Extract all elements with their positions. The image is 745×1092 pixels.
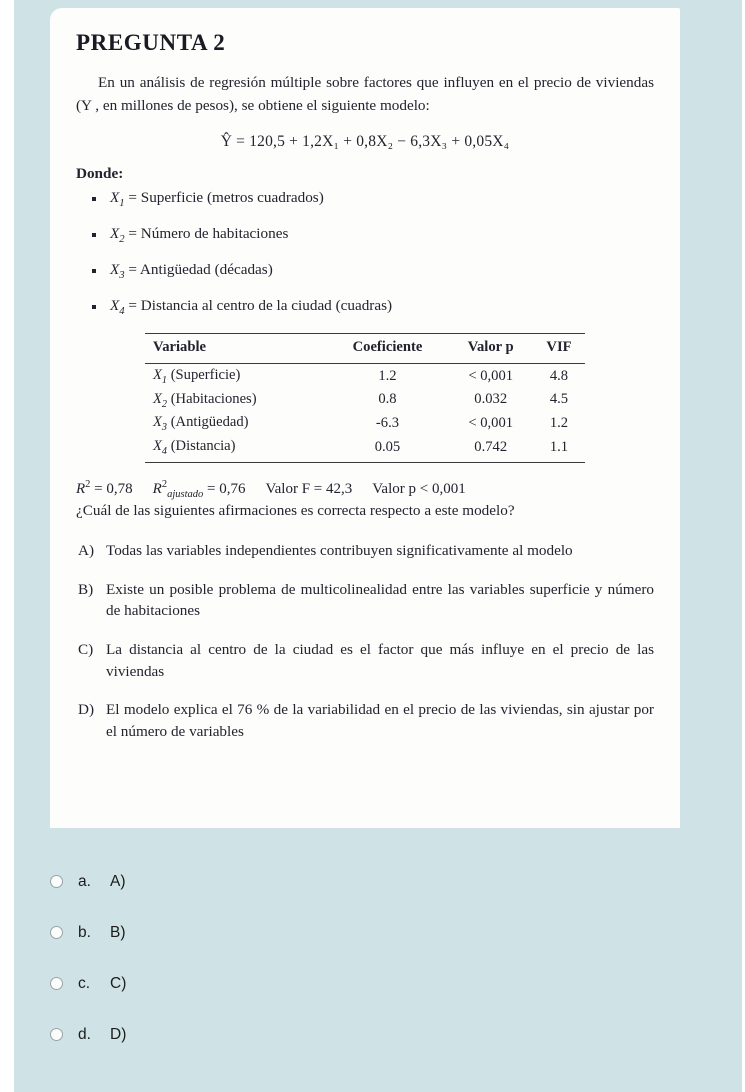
- answer-choice-d[interactable]: [50, 1009, 550, 1060]
- cell-vif: 1.1: [533, 436, 585, 463]
- variable-subscript: 2: [161, 398, 168, 410]
- variable-name: (Distancia): [170, 438, 236, 455]
- variable-name: (Antigüedad): [170, 414, 249, 431]
- cell-vif: 4.5: [549, 391, 569, 408]
- f-statistic: [265, 481, 352, 497]
- cell-vif: 4.8: [549, 367, 569, 384]
- question-card: [50, 8, 680, 828]
- r-squared-adjusted-value: = 0,76: [206, 481, 246, 498]
- option-text: Todas las variables independientes contribuyen significativamente al modelo: [106, 542, 573, 560]
- variable-symbol: X: [110, 225, 120, 243]
- table-row: [145, 364, 585, 388]
- variable-subscript: 3: [119, 270, 125, 282]
- variable-subscript: 2: [119, 234, 125, 246]
- radio-button-icon-b[interactable]: [50, 926, 63, 939]
- table-row: [145, 412, 585, 436]
- model-summary-statistics: [76, 479, 654, 500]
- variable-symbol: X: [153, 390, 162, 407]
- variable-subscript: 3: [161, 422, 168, 434]
- option-b: [76, 579, 654, 622]
- f-value: = 42,3: [313, 481, 353, 498]
- answer-choice-b[interactable]: [50, 907, 550, 958]
- r-squared-adjusted-subscript: ajustado: [167, 489, 204, 501]
- list-item: [76, 189, 654, 209]
- variable-symbol: X: [110, 189, 120, 206]
- cell-vif: 1.2: [549, 415, 569, 432]
- cell-coeficiente: 0.8: [378, 391, 397, 408]
- answer-choice-group: [50, 856, 550, 1060]
- answer-text-a: A): [110, 872, 126, 890]
- answer-options-list: [76, 540, 654, 742]
- variable-symbol: X: [153, 414, 162, 431]
- cell-valor-p: 0.032: [474, 391, 508, 408]
- option-d: [76, 699, 654, 742]
- radio-button-icon-d[interactable]: [50, 1028, 63, 1041]
- answer-choice-c[interactable]: [50, 958, 550, 1009]
- question-intro-text: En un análisis de regresión múltiple sobre factores que influyen en el precio de viviendas (Y , en millones de pesos), se obtiene el siguiente modelo:: [76, 74, 654, 114]
- column-header-vif: VIF: [533, 334, 585, 364]
- cell-valor-p: 0.742: [448, 436, 533, 463]
- variable-definition: = Antigüedad (décadas): [128, 261, 273, 279]
- p-statistic: [372, 481, 465, 497]
- variable-name: (Habitaciones): [170, 390, 257, 407]
- r-squared-exponent: 2: [85, 479, 91, 491]
- cell-valor-p: < 0,001: [468, 415, 514, 432]
- answer-choice-a[interactable]: [50, 856, 550, 907]
- r-squared-adjusted-symbol: R: [152, 481, 162, 498]
- answer-letter-d: d.: [78, 1025, 91, 1043]
- option-marker: D): [78, 701, 95, 719]
- column-header-variable: Variable: [145, 334, 326, 364]
- table-row: [145, 388, 585, 412]
- option-text: La distancia al centro de la ciudad es el factor que más influye en el precio de las viviendas: [106, 640, 654, 680]
- answer-text-d: D): [110, 1025, 127, 1043]
- r-squared-stat: [76, 481, 133, 497]
- f-label: Valor F: [265, 481, 311, 498]
- answer-letter-c: c.: [78, 974, 91, 992]
- answer-letter-a: a.: [78, 872, 91, 890]
- variable-definition-list: [76, 189, 654, 317]
- option-a: [76, 540, 654, 562]
- cell-variable: [145, 388, 326, 412]
- regression-results-table: [145, 333, 585, 463]
- r-squared-adjusted-stat: [152, 479, 246, 501]
- radio-button-icon-a[interactable]: [50, 875, 63, 888]
- cell-valor-p: < 0,001: [468, 367, 514, 384]
- regression-table-wrapper: [76, 333, 654, 463]
- variable-symbol: X: [153, 438, 162, 455]
- variable-symbol: X: [153, 366, 162, 383]
- page-title: PREGUNTA 2: [76, 30, 226, 55]
- radio-button-icon-c[interactable]: [50, 977, 63, 990]
- cell-coeficiente: -6.3: [375, 415, 400, 432]
- variable-symbol: X: [110, 297, 120, 315]
- answer-letter-b: b.: [78, 923, 91, 941]
- cell-variable: [145, 412, 326, 436]
- donde-label: Donde:: [76, 165, 124, 182]
- variable-definition: = Superficie (metros cuadrados): [128, 189, 324, 206]
- cell-variable: [145, 436, 326, 463]
- option-marker: C): [78, 640, 94, 658]
- p-value: < 0,001: [419, 481, 466, 498]
- option-marker: A): [78, 542, 95, 560]
- variable-definition: = Distancia al centro de la ciudad (cuadras): [128, 297, 393, 315]
- p-label: Valor p: [372, 481, 417, 498]
- r-squared-value: = 0,78: [94, 481, 133, 498]
- variable-definition: = Número de habitaciones: [128, 225, 289, 243]
- table-head: [145, 334, 585, 364]
- column-header-valor-p: Valor p: [448, 334, 533, 364]
- table-row: [145, 436, 585, 463]
- column-header-coeficiente: Coeficiente: [326, 334, 448, 364]
- cell-variable: [145, 364, 326, 388]
- r-squared-symbol: R: [76, 481, 86, 498]
- option-c: [76, 639, 654, 682]
- option-text: Existe un posible problema de multicolinealidad entre las variables superficie y número de habitaciones: [106, 580, 654, 620]
- answer-text-b: B): [110, 923, 126, 941]
- cell-coeficiente: 0.05: [326, 436, 448, 463]
- variable-subscript: 1: [161, 374, 168, 386]
- answer-text-c: C): [110, 974, 127, 992]
- list-item: [76, 297, 654, 317]
- table-body: [145, 364, 585, 463]
- regression-equation: Ŷ = 120,5 + 1,2X₁ + 0,8X₂ − 6,3X₃ + 0,05X₄: [220, 133, 510, 150]
- option-marker: B): [78, 580, 94, 598]
- list-item: [76, 261, 654, 281]
- variable-symbol: X: [110, 261, 120, 279]
- option-text: El modelo explica el 76 % de la variabilidad en el precio de las viviendas, sin ajustar por el número de variables: [106, 701, 654, 740]
- list-item: [76, 225, 654, 245]
- question-prompt: ¿Cuál de las siguientes afirmaciones es correcta respecto a este modelo?: [76, 502, 515, 520]
- variable-subscript: 1: [119, 198, 125, 210]
- table-header-row: [145, 334, 585, 364]
- variable-subscript: 4: [161, 446, 168, 458]
- variable-name: (Superficie): [170, 366, 241, 383]
- cell-coeficiente: 1.2: [378, 367, 397, 384]
- r-squared-adjusted-exponent: 2: [161, 479, 168, 491]
- variable-subscript: 4: [119, 306, 125, 318]
